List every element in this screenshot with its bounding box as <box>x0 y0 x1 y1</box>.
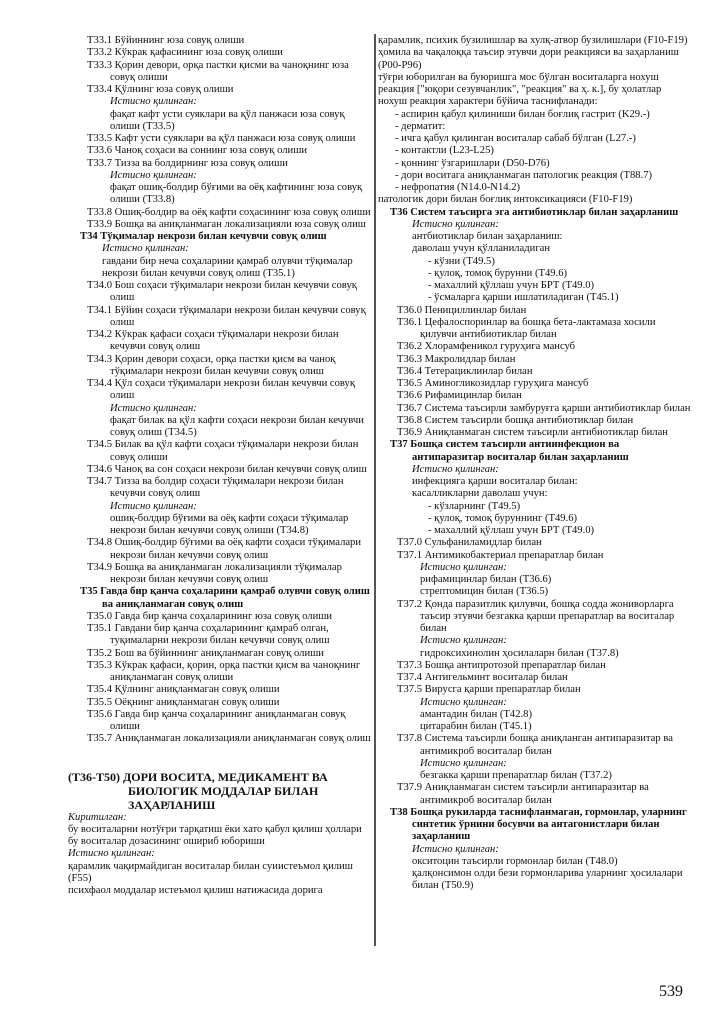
code-entry: T36.3 Макролидлар билан <box>397 353 516 365</box>
code-entry: T33.2 Кўкрак қафасининг юза совуқ олиши <box>87 47 283 59</box>
code-entry: T33.4 Қўлнинг юза совуқ олиши <box>87 84 234 95</box>
column-divider <box>374 34 376 946</box>
category-heading: T35 Гавда бир қанча соҳаларини қамраб олувчи совуқ олиш ва аниқланмаган совуқ олиш <box>80 586 370 610</box>
list-item: - ичга қабул қилинган воситалар сабаб бўлган (L27.-) <box>395 133 636 144</box>
code-entry: T34.6 Чаноқ ва сон соҳаси некрози билан кечувчи совуқ олиш <box>87 463 367 475</box>
section-heading: (T36-T50) ДОРИ ВОСИТА, МЕДИКАМЕНТ ВА БИОЛОГИК МОДДАЛАР БИЛАН ЗАҲАРЛАНИШ <box>68 769 328 812</box>
exclusion-label: Истисно қилинган: <box>412 463 499 475</box>
code-entry: T33.1 Бўйиннинг юза совуқ олиши <box>87 35 245 46</box>
exclusion-label: Истисно қилинган: <box>420 561 507 573</box>
code-entry: T37.2 Қонда паразитлик қилувчи, бошқа содда жониворларга таъсир этувчи безгакка қарши препаратлар ва воситалар билан <box>397 598 675 634</box>
list-item: - махаллий қўллаш учун БРТ (T49.0) <box>428 280 595 291</box>
code-entry: T34.8 Ошиқ-болдир бўғими ва оёқ кафти соҳаси тўқималари некрози билан кечувчи совуқ олиш <box>87 537 362 561</box>
code-note: стрептомицин билан (T36.5) <box>420 586 549 598</box>
code-note: фақат кафт усти суяклари ва қўл панжаси юза совуқ олиши (T33.5) <box>110 108 345 132</box>
code-entry: T37.9 Аниқланмаган систем таъсирли антипаразитар ва антимикроб воситалар билан <box>397 782 649 806</box>
code-entry: T36.8 Систем таъсирли бошқа антибиотиклар билан <box>397 414 634 426</box>
exclusion-label: Истисно қилинган: <box>110 500 197 512</box>
code-entry: T35.5 Оёқнинг аниқланмаган совуқ олиши <box>87 696 280 708</box>
exclusion-label: Истисно қилинган: <box>110 96 197 108</box>
list-item: - аспирин қабул қилиниши билан боғлиқ гастрит (K29.-) <box>395 108 650 120</box>
code-note: безгакка қарши препаратлар билан (T37.2) <box>420 770 612 781</box>
list-item: - дори воситага аниқланмаган патологик реакция (T88.7) <box>395 169 653 181</box>
code-note: гидроксихинолин ҳосилаларн билан (T37.8) <box>420 647 619 659</box>
exclusion-label: Истисно қилинган: <box>420 696 507 708</box>
exclusion-label: Истисно қилинган: <box>110 402 197 414</box>
code-entry: T37.8 Система таъсирли бошқа аниқланган антипаразитар ва антимикроб воситалар билан <box>397 733 673 757</box>
code-note: ошиқ-болдир бўғими ва оёқ кафти соҳаси тўқималар некрози билан кечувчи совуқ олиши (T34.8) <box>110 512 349 536</box>
list-item: - дерматит: <box>395 120 446 132</box>
category-note: даволаш учун қўлланиладиган <box>412 243 551 255</box>
paragraph-line: психфаол моддалар истеъмол қилиш натижасида дорига <box>68 885 323 896</box>
code-entry: T33.8 Ошиқ-болдир ва оёқ кафти соҳасининг юза совуқ олиши <box>87 206 371 218</box>
code-entry: T34.9 Бошқа ва аниқланмаган локализацияли тўқималар некрози билан кечувчи совуқ олиш <box>87 561 342 585</box>
left-column <box>68 35 372 897</box>
exclusion-label: Истисно қилинган: <box>412 843 499 855</box>
code-entry: T36.6 Рифамицинлар билан <box>397 390 522 402</box>
paragraph-line: ҳомила ва чақалоққа таъсир этувчи дори реакцияси ва заҳарланиш (P00-P96) <box>378 47 679 71</box>
code-entry: T36.9 Аниқланмаган систем таъсирли антибиотиклар билан <box>397 427 668 438</box>
list-item: - ўсмаларга қарши ишлатиладиган (T45.1) <box>428 292 619 304</box>
code-entry: T34.5 Билак ва қўл кафти соҳаси тўқималари некрози билан совуқ олиши <box>87 439 359 463</box>
code-entry: T33.6 Чаноқ соҳаси ва соннинг юза совуқ олиши <box>87 145 308 157</box>
code-note: фақат ошиқ-болдир бўғими ва оёқ кафтининг юза совуқ олиши (T33.8) <box>110 182 363 206</box>
code-entry: T37.0 Сульфаниламидлар билан <box>397 537 542 549</box>
category-note: антбиотиклар билан заҳарланиш: <box>412 231 563 242</box>
list-item: - контактли (L23-L25) <box>395 145 494 157</box>
code-entry: T36.4 Тетерациклинлар билан <box>397 365 533 377</box>
right-column <box>378 35 692 893</box>
exclusion-label: Истисно қилинган: <box>68 848 155 860</box>
paragraph-line: қарамлик, психик бузилишлар ва хулқ-атвор бузилишлари (F10-F19) <box>378 35 688 46</box>
code-entry: T34.2 Кўкрак қафаси соҳаси тўқималари некрози билан кечувчи совуқ олиш <box>87 329 339 353</box>
category-note: гавдани бир неча соҳаларини қамраб олувчи тўқималар некрози билан кечувчи совуқ олиш (T35.1) <box>102 255 353 279</box>
list-item: - нефропатия (N14.0-N14.2) <box>395 182 521 193</box>
code-entry: T37.4 Антигельминт воситалар билан <box>397 672 568 683</box>
spacer <box>68 746 372 770</box>
exclusion-label: Истисно қилинган: <box>110 169 197 181</box>
code-entry: T34.7 Тизза ва болдир соҳаси тўқималари некрози билан кечувчи совуқ олиш <box>87 476 344 500</box>
category-note: окситоцин таъсирли гормонлар билан (T48.0) <box>412 855 618 867</box>
code-entry: T36.1 Цефалоспоринлар ва бошқа бета-лактамаза хосили қилувчи антибиотиклар билан <box>397 316 656 340</box>
list-item: - қулоқ, томоқ бурунни (T49.6) <box>428 267 568 279</box>
code-note: рифамицинлар билан (T36.6) <box>420 574 552 585</box>
exclusion-label: Истисно қилинган: <box>102 243 189 255</box>
category-note: қалқонсимон олди бези гормонларива уларнинг ҳосилалари билан (T50.9) <box>412 868 683 892</box>
code-entry: T35.4 Қўлнинг аниқланмаган совуқ олиши <box>87 684 280 696</box>
paragraph-line: тўғри юборилган ва буюришга мос бўлган воситаларга нохуш реакция ["юқори сезувчанлик", "реакция" ва ҳ. к.], бу ҳолатлар нохуш реакция характери бўйича таснифланади: <box>378 71 662 108</box>
code-entry: T34.0 Бош соҳаси тўқималари некрози билан кечувчи совуқ олиш <box>87 280 357 304</box>
paragraph-line: бу воситаларни нотўғри тарқатиш ёки хато қабул қилиш ҳоллари бу воситалар дозасининг ошириб юбориши <box>68 823 362 847</box>
code-entry: T33.9 Бошқа ва аниқланмаган локализацияли юза совуқ олиш <box>87 218 366 230</box>
code-entry: T33.5 Кафт усти суяклари ва қўл панжаси юза совуқ олиши <box>87 133 356 144</box>
list-item: - қулоқ, томоқ буруннинг (T49.6) <box>428 512 578 524</box>
code-note: амантадин билан (T42.8) <box>420 708 532 720</box>
list-item: - махаллий қўллаш учун БРТ (T49.0) <box>428 525 595 536</box>
paragraph-line: қарамлик чақирмайдиган воситалар билан суиистеъмол қилиш (F55) <box>68 860 353 884</box>
category-note: инфекцияга қарши воситалар билан: <box>412 476 578 487</box>
code-entry: T35.3 Кўкрак қафаси, қорин, орқа пастки қисм ва чаноқнинг аниқланмаган совуқ олиши <box>87 659 361 683</box>
code-entry: T37.5 Вирусга қарши препаратлар билан <box>397 684 581 696</box>
code-entry: T35.6 Гавда бир қанча соҳаларининг аниқланмаган совуқ олиши <box>87 708 346 732</box>
category-heading: T36 Систем таъсирга эга антибиотиклар билан заҳарланиш <box>390 206 679 218</box>
code-entry: T34.4 Қўл соҳаси тўқималари некрози билан кечувчи совуқ олиш <box>87 378 355 402</box>
category-heading: T38 Бошқа рукиларда таснифланмаган, гормонлар, уларнинг синтетик ўрнини босувчи ва антагонистлари билан заҳарланиш <box>390 806 687 843</box>
code-entry: T37.3 Бошқа антипротозой препаратлар билан <box>397 659 606 671</box>
category-note: касалликларни даволаш учун: <box>412 488 548 500</box>
exclusion-label: Истисно қилинган: <box>420 757 507 769</box>
code-entry: T35.7 Аниқланмаган локализацияли аниқланмаган совуқ олиш <box>87 733 371 745</box>
code-entry: T35.0 Гавда бир қанча соҳаларининг юза совуқ олиши <box>87 610 333 622</box>
code-entry: T35.1 Гавдани бир қанча соҳаларининг қамраб олган, туқималарни некрози билан кечувчи совуқ олиш <box>87 623 330 647</box>
code-entry: T33.7 Тизза ва болдирнинг юза совуқ олиши <box>87 157 288 169</box>
code-entry: T34.3 Қорин девори соҳаси, орқа пастки қисм ва чаноқ тўқималари некрози билан кечувчи совуқ олиш <box>87 353 336 377</box>
list-item: - қоннинг ўзгаришлари (D50-D76) <box>395 157 550 169</box>
category-heading: T34 Тўқималар некрози билан кечувчи совуқ олиш <box>80 231 327 242</box>
code-note: фақат билак ва қўл кафти соҳаси некрози билан кечувчи совуқ олиш (T34.5) <box>110 414 364 438</box>
page-number: 539 <box>659 983 683 1000</box>
code-entry: T35.2 Бош ва бўйиннинг аниқланмаган совуқ олиши <box>87 647 324 659</box>
code-entry: T36.2 Хлорамфеникол гуруҳига мансуб <box>397 341 576 353</box>
code-entry: T37.1 Антимикобактериал препаратлар билан <box>397 549 604 561</box>
paragraph-line: патологик дори билан боғлиқ интоксикацияси (F10-F19) <box>378 194 633 206</box>
list-item: - кўзларнинг (T49.5) <box>428 500 521 512</box>
code-entry: T36.7 Система таъсирли замбуруғга қарши антибиотиклар билан <box>397 402 691 414</box>
code-entry: T36.0 Пенициллинлар билан <box>397 304 527 316</box>
exclusion-label: Истисно қилинган: <box>412 218 499 230</box>
exclusion-label: Киритилган: <box>68 811 127 823</box>
category-heading: T37 Бошқа систем таъсирли антиинфекцион ва антипаразитар воситалар билан заҳарланиш <box>390 439 629 463</box>
code-entry: T34.1 Бўйин соҳаси тўқималари некрози билан кечувчи совуқ олиш <box>87 304 366 328</box>
exclusion-label: Истисно қилинган: <box>420 635 507 647</box>
code-note: цитарабин билан (T45.1) <box>420 721 532 732</box>
code-entry: T33.3 Қорин девори, орқа пастки қисми ва чаноқнинг юза совуқ олиши <box>87 59 349 83</box>
list-item: - кўзни (T49.5) <box>428 255 495 267</box>
code-entry: T36.5 Аминогликозидлар гуруҳига мансуб <box>397 378 589 389</box>
